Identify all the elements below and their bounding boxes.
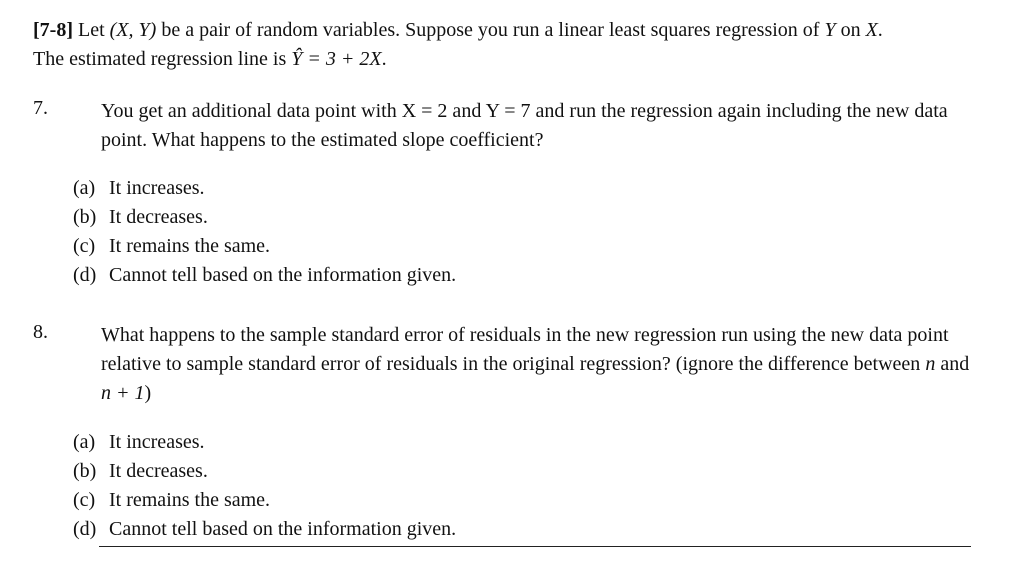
option-c[interactable] [73, 486, 953, 515]
question-number: 7. [33, 97, 48, 119]
intro-line-1 [33, 16, 983, 45]
intro-text: on [835, 19, 866, 41]
option-letter: (a) [73, 431, 96, 453]
option-letter: (b) [73, 460, 97, 482]
intro-text: . [877, 19, 883, 41]
option-d[interactable] [73, 261, 953, 290]
option-b[interactable] [73, 457, 953, 486]
option-d[interactable] [73, 515, 953, 544]
option-text: It remains the same. [109, 489, 271, 511]
option-c[interactable] [73, 232, 953, 261]
variable-n-plus-1: n + 1 [101, 382, 145, 404]
variable-y: Y [824, 19, 836, 41]
regression-equation: Ŷ = 3 + 2X [291, 48, 382, 70]
intro-text: be a pair of random variables. Suppose you run a linear least squares regression of [156, 19, 825, 41]
variable-x: X [865, 19, 878, 41]
intro-text: The estimated regression line is [33, 48, 292, 70]
problem-intro [33, 16, 983, 74]
question-8-options [73, 428, 953, 544]
question-text [101, 321, 981, 408]
option-letter: (d) [73, 264, 97, 286]
option-b[interactable] [73, 203, 953, 232]
option-text: It increases. [109, 177, 205, 199]
option-text: It increases. [109, 431, 205, 453]
problem-tag: [7-8] [33, 19, 73, 41]
question-text-part: and [935, 353, 970, 375]
option-a[interactable] [73, 174, 953, 203]
option-a[interactable] [73, 428, 953, 457]
question-7-options [73, 174, 953, 290]
intro-line-2 [33, 45, 983, 74]
question-text-part: ) [144, 382, 152, 404]
option-letter: (b) [73, 206, 97, 228]
question-number: 8. [33, 321, 48, 343]
option-letter: (c) [73, 235, 96, 257]
option-text: It decreases. [109, 460, 208, 482]
question-text-part: What happens to the sample standard error of residuals in the new regression run using the new data point relative to sample standard error of residuals in the original regression? (ignore the difference between [101, 324, 949, 375]
variable-pair: (X, Y) [109, 19, 157, 41]
option-text: Cannot tell based on the information given. [109, 518, 457, 540]
option-text: It remains the same. [109, 235, 271, 257]
option-letter: (d) [73, 518, 97, 540]
bottom-divider [99, 546, 971, 547]
option-letter: (a) [73, 177, 96, 199]
intro-text: . [381, 48, 387, 70]
question-text: You get an additional data point with X = 2 and Y = 7 and run the regression again including the new data point. What happens to the estimated slope coefficient? [101, 100, 948, 151]
variable-n: n [925, 353, 936, 375]
option-text: Cannot tell based on the information given. [109, 264, 457, 286]
intro-text: Let [72, 19, 110, 41]
option-text: It decreases. [109, 206, 208, 228]
option-letter: (c) [73, 489, 96, 511]
